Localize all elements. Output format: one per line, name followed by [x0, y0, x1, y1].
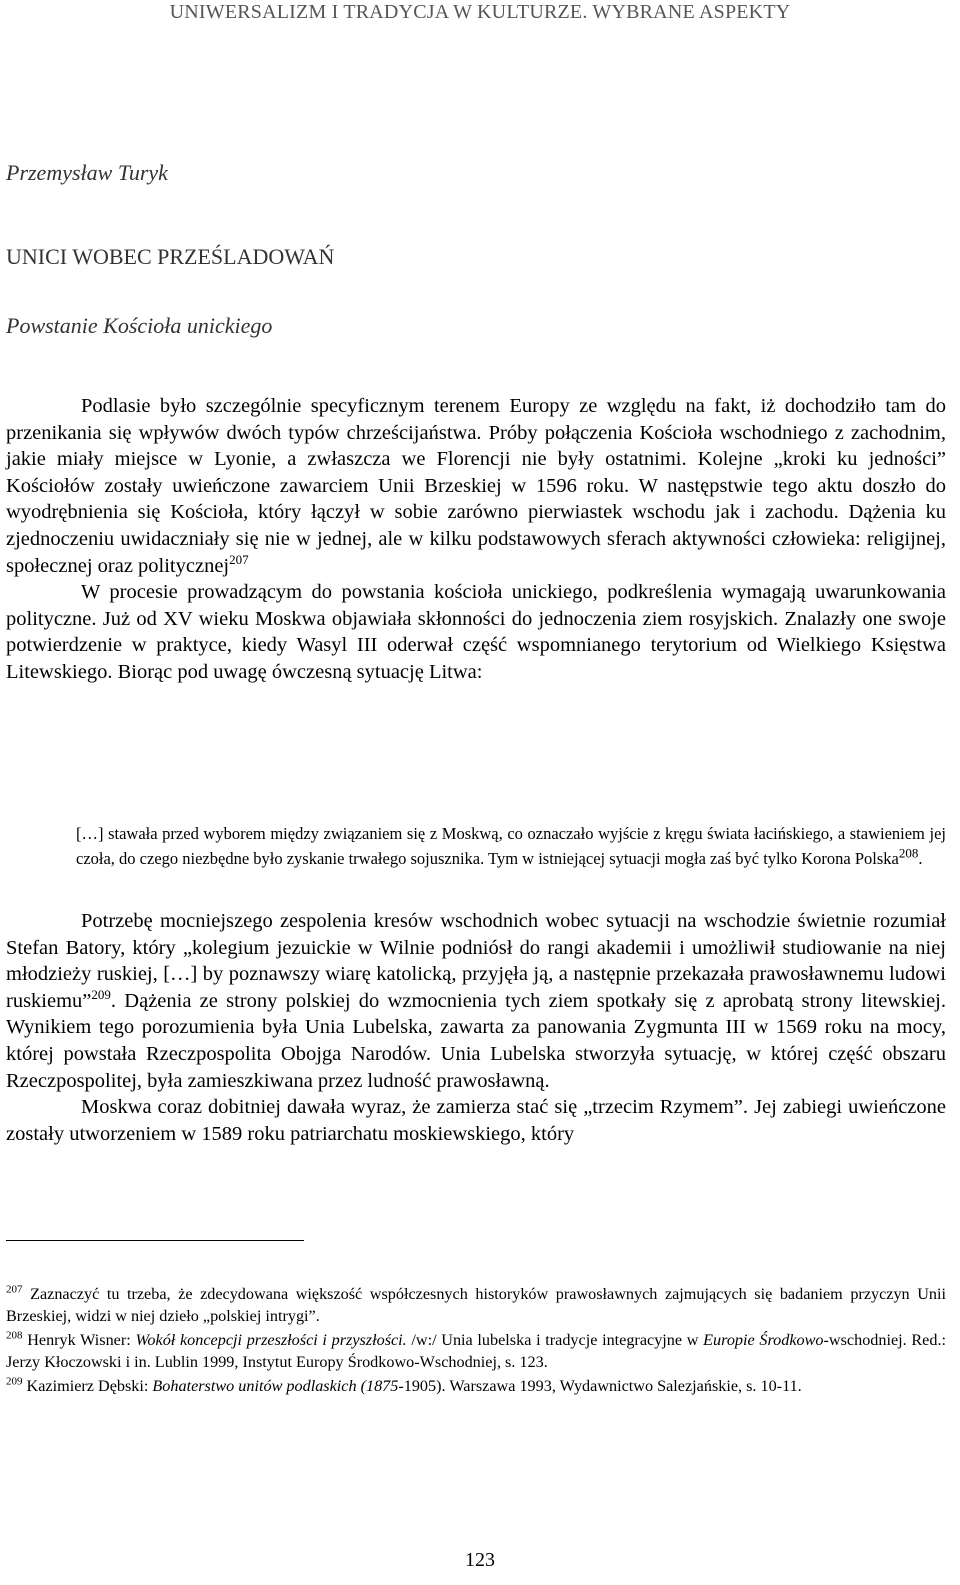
- paragraph: W procesie prowadzącym do powstania kościoła unickiego, podkreślenia wymagają uwarunkowania polityczne. Już od XV wieku Moskwa objawiała skłonności do jednoczenia ziem rosyjskich. Znalazły one swoje potwierdzenie w praktyce, kiedy Wasyl III oderwał część wspomnianego terytorium od Wielkiego Księstwa Litewskiego. Biorąc pod uwagę ówczesną sytuację Litwa:: [6, 581, 946, 683]
- footnote-title: Wokół koncepcji przeszłości i przyszłości.: [135, 1331, 407, 1349]
- footnote-title: Bohaterstwo unitów podlaskich (1875: [152, 1377, 399, 1395]
- article-title: UNICI WOBEC PRZEŚLADOWAŃ: [6, 244, 335, 269]
- body-text-1: [6, 393, 946, 686]
- footnote-text: -wschodniej. Red.: Jerzy Kłoczowski i in. Lublin 1999, Instytut Europy Środkowo-Wschodniej, s. 123.: [6, 1331, 947, 1371]
- block-quote: [76, 821, 946, 871]
- quote-tail: .: [918, 849, 923, 868]
- author-name: Przemysław Turyk: [6, 160, 168, 185]
- footnote-208: [6, 1329, 946, 1373]
- footnote-text: -1905). Warszawa 1993, Wydawnictwo Salezjańskie, s. 10-11.: [398, 1377, 802, 1395]
- footnote-text: Henryk Wisner:: [27, 1331, 136, 1349]
- section-title: Powstanie Kościoła unickiego: [6, 313, 273, 338]
- footnote-ref: 208: [898, 845, 919, 861]
- paragraph-text: Podlasie było szczególnie specyficznym terenem Europy ze względu na fakt, iż dochodziło tam do przenikania się wpływów dwóch typów chrześcijaństwa. Próby połączenia Kościoła wschodniego z zachodnim, jakie miały miejsce w Lyonie, a zwłaszcza we Florencji nie były ostatnimi. Kolejne „kroki ku jedności” Kościołów zostały uwieńczone zawarciem Unii Brzeskiej w 1596 roku. W następstwie tego aktu doszło do wyodrębnienia się Kościoła, który łączył w sobie zarówno pierwiastek wschodu jak i zachodu. Dążenia ku zjednoczeniu uwidaczniały się nie w jednej, ale w kilku podstawowych sferach aktywności człowieka: religijnej, społecznej oraz politycznej: [6, 395, 946, 577]
- footnote-text: Zaznaczyć tu trzeba, że zdecydowana większość współczesnych historyków prawosławnych zajmujących się badaniem przyczyn Unii Brzeskiej, widzi w niej dzieło „polskiej intrygi”.: [6, 1285, 946, 1325]
- footnote-number: 208: [6, 1329, 23, 1342]
- footnote-ref: 209: [91, 986, 111, 1002]
- footnote-207: [6, 1283, 946, 1327]
- page-number: 123: [465, 1549, 495, 1571]
- footnote-text: Kazimierz Dębski:: [26, 1377, 153, 1395]
- footnote-number: 207: [6, 1283, 23, 1296]
- footnote-divider: [6, 1240, 304, 1241]
- paragraph: Moskwa coraz dobitniej dawała wyraz, że zamierza stać się „trzecim Rzymem”. Jej zabiegi uwieńczone zostały utworzeniem w 1589 roku patriarchatu moskiewskiego, który: [6, 1096, 946, 1145]
- paragraph: [6, 393, 946, 579]
- footnote-text: /w:/ Unia lubelska i tradycje integracyjne w: [406, 1331, 704, 1349]
- body-text-2: [6, 908, 946, 1147]
- paragraph: [6, 908, 946, 1094]
- quote-text: […] stawała przed wyborem między związaniem się z Moskwą, co oznaczało wyjście z kręgu świata łacińskiego, a stawieniem jej czoła, do czego niezbędne było zyskanie trwałego sojusznika. Tym w istniejącej sytuacji mogła zaś być tylko Korona Polska: [76, 824, 946, 868]
- paragraph-text: Potrzebę mocniejszego zespolenia kresów wschodnich wobec sytuacji na wschodzie świetnie rozumiał Stefan Batory, który „kolegium jezuickie w Wilnie podniósł do rangi akademii i umożliwił studiowanie na niej młodzieży ruskiej, […] by poznawszy wiarę katolicką, przyjęła ją, a następnie przekazała prawosławnemu ludowi ruskiemu”: [6, 910, 946, 1012]
- footnotes: [6, 1283, 946, 1399]
- footnote-ref: 207: [229, 551, 249, 567]
- running-header: UNIWERSALIZM I TRADYCJA W KULTURZE. WYBRANE ASPEKTY: [169, 1, 791, 23]
- footnote-209: [6, 1375, 946, 1397]
- footnote-number: 209: [6, 1375, 23, 1388]
- footnote-italic: Europie Środkowo: [703, 1331, 824, 1349]
- paragraph-text: . Dążenia ze strony polskiej do wzmocnienia tych ziem spotkały się z aprobatą strony litewskiej. Wynikiem tego porozumienia była Unia Lubelska, zawarta za panowania Zygmunta III w 1569 roku na mocy, której powstała Rzeczpospolita Obojga Narodów. Unia Lubelska stworzyła sytuację, w której część obszaru Rzeczpospolitej, była zamieszkiwana przez ludność prawosławną.: [6, 989, 946, 1092]
